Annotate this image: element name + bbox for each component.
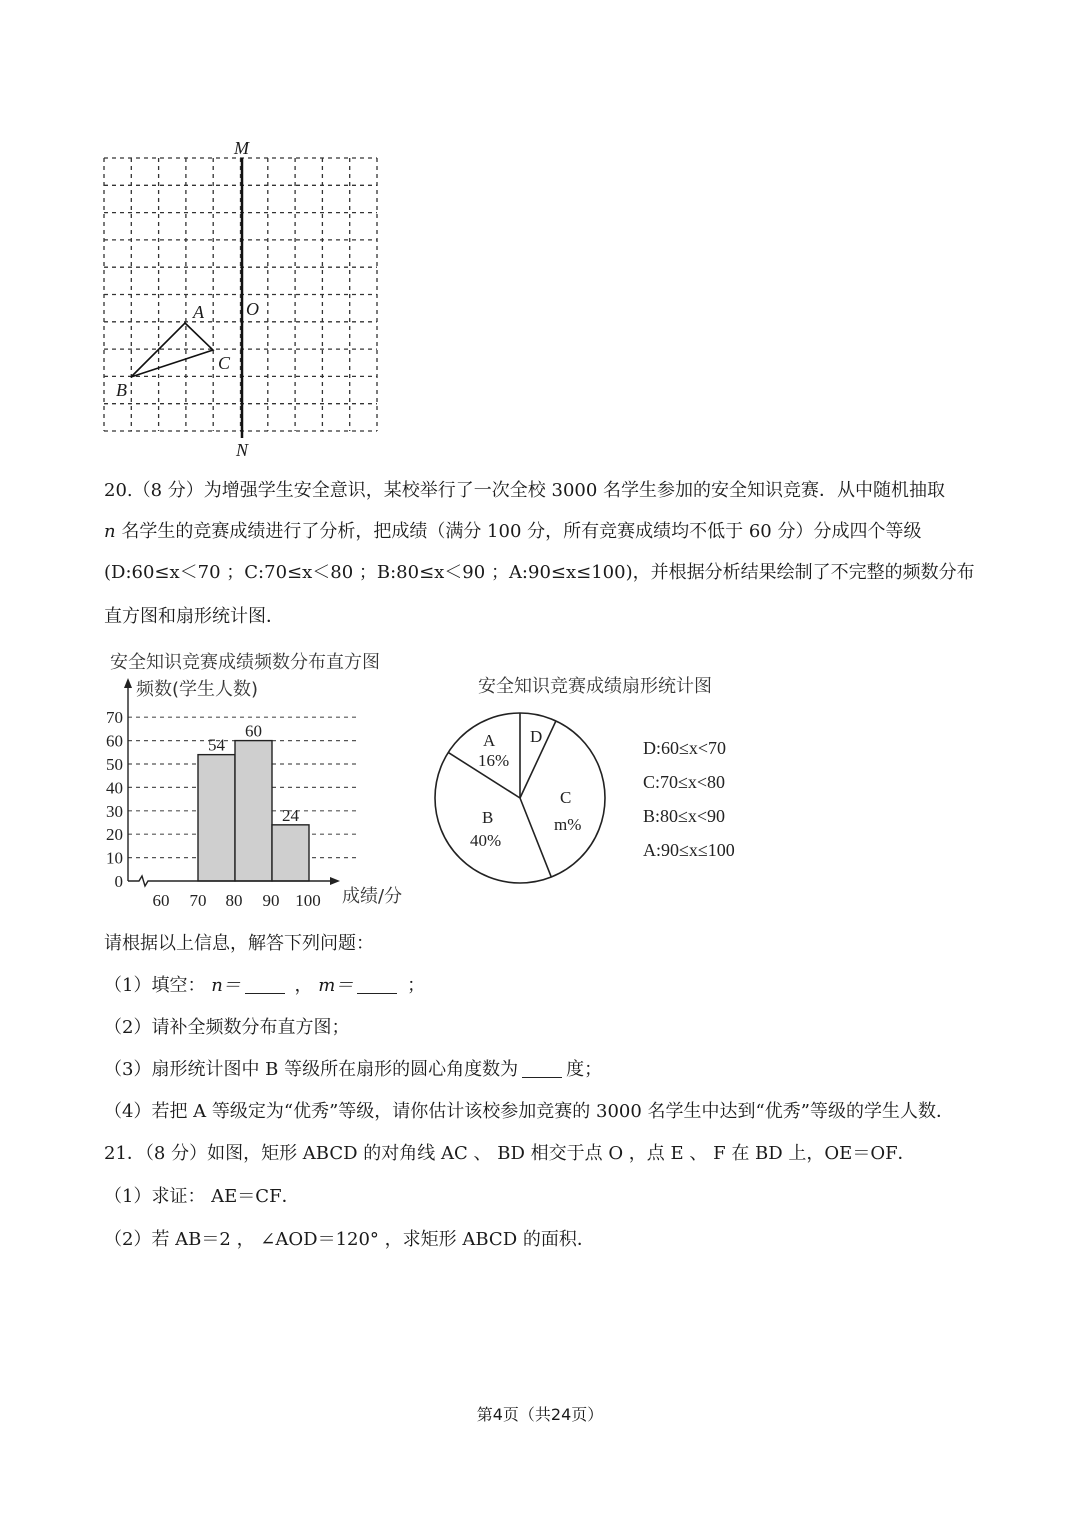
question-2: （2）请补全频数分布直方图； <box>104 1017 350 1038</box>
x-tick-label: 100 <box>295 891 321 910</box>
histogram-bars <box>198 722 309 881</box>
histogram-xlabel: 成绩/分 <box>342 886 403 907</box>
y-tick-label: 40 <box>106 778 123 798</box>
y-tick-label: 30 <box>106 801 123 821</box>
label-m: M <box>234 138 249 158</box>
histogram-bar <box>272 825 309 881</box>
x-axis-arrow-icon <box>330 877 340 885</box>
label-n: N <box>236 440 249 460</box>
q1-end: ； <box>407 975 426 996</box>
answer-blank-angle[interactable] <box>522 1059 562 1078</box>
histogram-ylabel: 频数(学生人数) <box>136 679 259 700</box>
pie-label-b: B <box>482 808 494 827</box>
y-tick-label: 60 <box>106 731 123 751</box>
q1-m: m＝ <box>318 975 354 996</box>
legend-item: C:70≤x<80 <box>643 772 726 792</box>
questions-intro: 请根据以上信息，解答下列问题： <box>104 933 374 954</box>
label-c: C <box>218 353 231 373</box>
pie-label-d: D <box>530 727 543 746</box>
pie-pct-a: 16% <box>478 751 510 770</box>
q20-line-1: 20.（8 分）为增强学生安全意识，某校举行了一次全校 3000 名学生参加的安全知识竞赛．从中随机抽取 <box>104 480 946 501</box>
pie-label-a: A <box>483 731 496 750</box>
question-1 <box>104 974 425 998</box>
q1-prefix: （1）填空： <box>104 975 206 996</box>
y-tick-label: 10 <box>106 848 123 868</box>
x-tick-label: 80 <box>225 891 243 910</box>
answer-blank-n[interactable] <box>245 975 285 994</box>
label-b: B <box>116 380 127 400</box>
label-o: O <box>246 299 259 319</box>
legend-item: D:60≤x<70 <box>643 738 727 758</box>
var-n: n <box>104 521 116 542</box>
question-21-part-2: （2）若 AB＝2 ， ∠AOD＝120° ，求矩形 ABCD 的面积． <box>104 1229 595 1250</box>
legend-item: A:90≤x≤100 <box>643 840 735 860</box>
q1-n: n＝ <box>211 975 241 996</box>
q3-text: （3）扇形统计图中 B 等级所在扇形的圆心角度数为 <box>104 1059 519 1080</box>
y-tick-label: 50 <box>106 755 123 774</box>
bar-value-label: 54 <box>208 735 225 755</box>
q20-line-2-text: 名学生的竞赛成绩进行了分析，把成绩（满分 100 分，所有竞赛成绩均不低于 60 分）分成四个等级 <box>115 521 922 542</box>
histogram-bar <box>235 741 272 881</box>
page-footer: 第4页（共24页） <box>476 1405 604 1424</box>
question-3 <box>104 1058 602 1082</box>
histogram-bar <box>198 755 235 881</box>
question-4: （4）若把 A 等级定为“优秀”等级，请你估计该校参加竞赛的 3000 名学生中达到“优秀”等级的学生人数． <box>104 1101 954 1122</box>
bar-value-label: 60 <box>245 721 262 741</box>
histogram-title: 安全知识竞赛成绩频数分布直方图 <box>110 652 380 673</box>
dashed-grid <box>104 158 377 431</box>
q20-line-3: (D:60≤x＜70 ；C:70≤x＜80 ；B:80≤x＜90 ；A:90≤x≤100)，并根据分析结果绘制了不完整的频数分布 <box>104 562 975 583</box>
q20-line-2 <box>104 520 921 544</box>
q3-unit: 度； <box>566 1059 603 1080</box>
grid-figure <box>0 0 420 470</box>
x-tick-label: 60 <box>152 891 170 910</box>
pie-title: 安全知识竞赛成绩扇形统计图 <box>478 676 712 697</box>
histogram-y-ticks <box>106 708 123 891</box>
pie-pct-c: m% <box>554 815 582 834</box>
pie-pct-b: 40% <box>470 831 502 850</box>
pie-legend <box>640 730 790 870</box>
histogram-chart <box>90 640 430 920</box>
y-axis-arrow-icon <box>124 678 132 688</box>
y-tick-label: 0 <box>114 872 123 891</box>
y-tick-label: 20 <box>106 825 123 845</box>
y-tick-label: 70 <box>106 708 123 728</box>
pie-label-c: C <box>560 788 572 807</box>
bar-value-label: 24 <box>282 805 299 825</box>
question-21-stem: 21．（8 分）如图，矩形 ABCD 的对角线 AC 、 BD 相交于点 O ，点 E 、 F 在 BD 上，OE＝OF． <box>104 1143 916 1164</box>
x-tick-label: 70 <box>189 891 207 910</box>
q1-comma: ， <box>294 975 313 996</box>
triangle-abc <box>131 323 213 377</box>
question-21-part-1: （1）求证： AE＝CF． <box>104 1186 300 1207</box>
label-a: A <box>193 302 204 322</box>
x-tick-label: 90 <box>262 891 280 910</box>
histogram-x-ticks <box>153 891 321 910</box>
q20-line-4: 直方图和扇形统计图． <box>104 606 284 627</box>
answer-blank-m[interactable] <box>357 975 397 994</box>
legend-item: B:80≤x<90 <box>643 806 726 826</box>
